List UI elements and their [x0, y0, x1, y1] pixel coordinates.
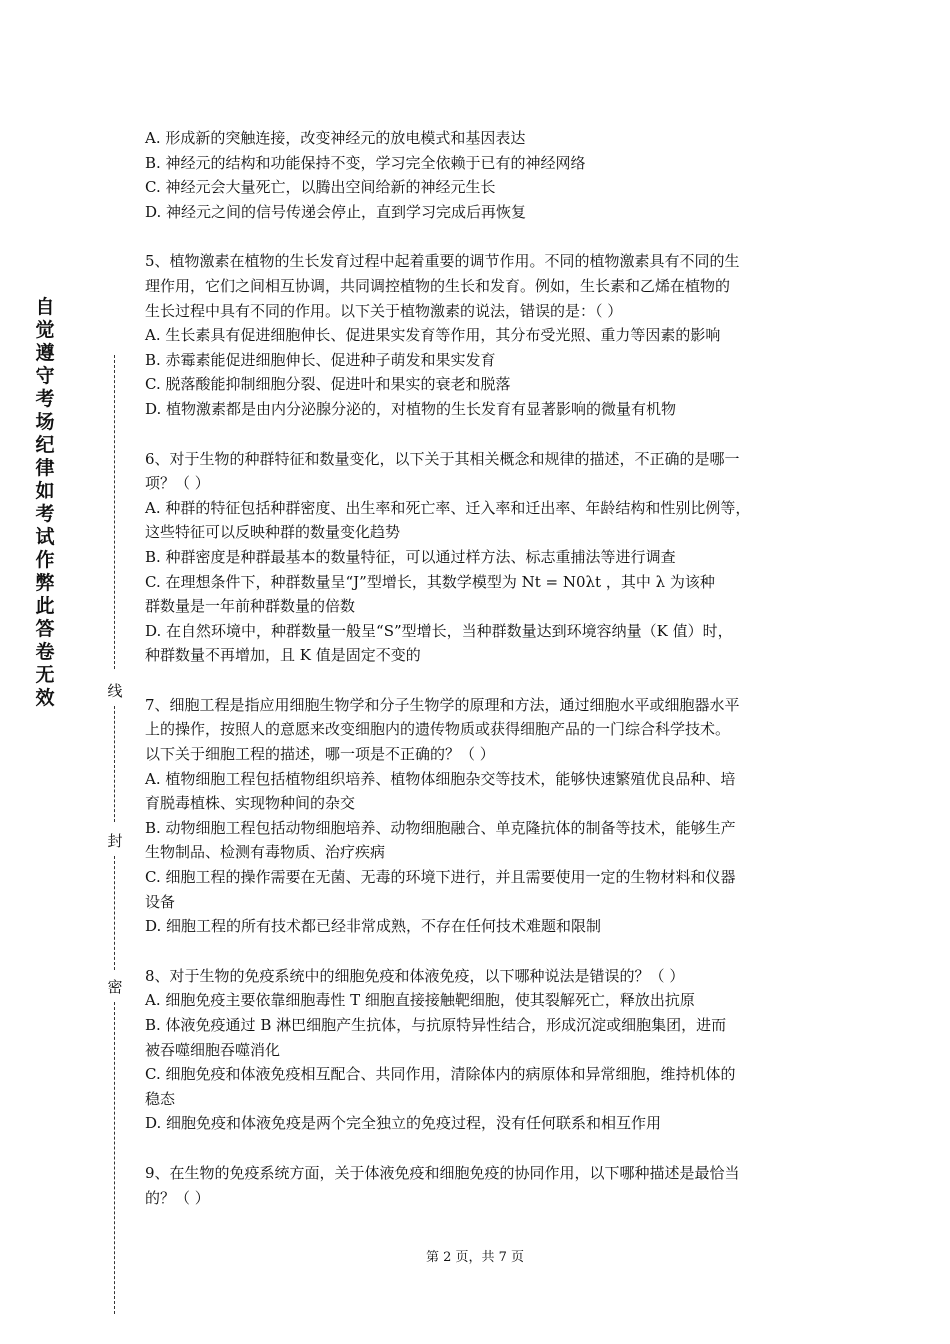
binding-line-segment	[114, 706, 115, 822]
text-line: B. 体液免疫通过 B 淋巴细胞产生抗体，与抗原特异性结合，形成沉淀或细胞集团，进而	[145, 1016, 727, 1034]
binding-label-secret: 密	[107, 978, 123, 996]
text-line: 稳态	[145, 1089, 176, 1108]
text-line: B. 种群密度是种群最基本的数量特征，可以通过样方法、标志重捕法等进行调查	[145, 547, 676, 566]
text-line: 以下关于细胞工程的描述，哪一项是不正确的？（ ）	[145, 745, 495, 764]
question-block	[145, 693, 810, 939]
text-line: D. 神经元之间的信号传递会停止，直到学习完成后再恢复	[145, 202, 527, 221]
text-line: 生物制品、检测有毒物质、治疗疾病	[145, 843, 386, 862]
text-line: D. 细胞工程的所有技术都已经非常成熟，不存在任何技术难题和限制	[145, 917, 602, 936]
text-line: 设备	[145, 892, 176, 911]
block-spacer	[145, 939, 810, 964]
block-spacer	[145, 422, 810, 447]
question-block	[145, 964, 810, 1136]
binding-line-segment	[114, 856, 115, 970]
text-line: 9、在生物的免疫系统方面，关于体液免疫和细胞免疫的协同作用，以下哪种描述是最恰当	[145, 1163, 740, 1182]
page-number-footer: 第 2 页，共 7 页	[425, 1250, 525, 1265]
text-line: 理作用，它们之间相互协调，共同调控植物的生长和发育。例如，生长素和乙烯在植物的	[145, 276, 731, 295]
text-line: 育脱毒植株、实现物种间的杂交	[145, 794, 356, 813]
text-line: C. 细胞工程的操作需要在无菌、无毒的环境下进行，并且需要使用一定的生物材料和仪器	[145, 868, 736, 887]
text-line: 种群数量不再增加，且 K 值是固定不变的	[145, 646, 421, 665]
text-line: D. 在自然环境中，种群数量一般呈“S”型增长，当种群数量达到环境容纳量（K 值）时，	[145, 621, 733, 640]
question-block	[145, 249, 810, 421]
text-line: 被吞噬细胞吞噬消化	[145, 1040, 281, 1059]
text-line: 8、对于生物的免疫系统中的细胞免疫和体液免疫，以下哪种说法是错误的？（ ）	[145, 966, 685, 985]
text-line: 6、对于生物的种群特征和数量变化，以下关于其相关概念和规律的描述，不正确的是哪一	[145, 449, 740, 468]
text-line: C. 脱落酸能抑制细胞分裂、促进叶和果实的衰老和脱落	[145, 375, 511, 394]
text-line: B. 动物细胞工程包括动物细胞培养、动物细胞融合、单克隆抗体的制备等技术，能够生产	[145, 818, 736, 837]
text-line: 生长过程中具有不同的作用。以下关于植物激素的说法，错误的是：（ ）	[145, 301, 623, 320]
question-content	[145, 126, 810, 1210]
question-block	[145, 1161, 810, 1210]
text-line: 的？（ ）	[145, 1188, 210, 1207]
text-line: D. 细胞免疫和体液免疫是两个完全独立的免疫过程，没有任何联系和相互作用	[145, 1114, 662, 1133]
text-line: 上的操作，按照人的意愿来改变细胞内的遗传物质或获得细胞产品的一门综合科学技术。	[145, 720, 731, 739]
text-line: 5、植物激素在植物的生长发育过程中起着重要的调节作用。不同的植物激素具有不同的生	[145, 252, 740, 271]
text-line: 群数量是一年前种群数量的倍数	[145, 597, 356, 616]
text-line: A. 种群的特征包括种群密度、出生率和死亡率、迁入率和迁出率、年龄结构和性别比例等，	[145, 498, 751, 517]
block-spacer	[145, 224, 810, 249]
text-line: A. 细胞免疫主要依靠细胞毒性 T 细胞直接接触靶细胞，使其裂解死亡，释放出抗原	[145, 991, 695, 1010]
text-line: A. 形成新的突触连接，改变神经元的放电模式和基因表达	[145, 129, 526, 147]
text-line: A. 植物细胞工程包括植物组织培养、植物体细胞杂交等技术，能够快速繁殖优良品种、培	[145, 769, 736, 788]
exam-discipline-notice: 自觉遵守考场纪律如考试作弊此答卷无效	[35, 296, 55, 709]
text-line: B. 赤霉素能促进细胞伸长、促进种子萌发和果实发育	[145, 350, 496, 369]
text-line: A. 生长素具有促进细胞伸长、促进果实发育等作用，其分布受光照、重力等因素的影响	[145, 326, 721, 345]
question-block	[145, 447, 810, 668]
text-line: B. 神经元的结构和功能保持不变，学习完全依赖于已有的神经网络	[145, 153, 586, 172]
binding-line-segment	[114, 1002, 115, 1314]
question-block	[145, 126, 810, 224]
text-line: 7、细胞工程是指应用细胞生物学和分子生物学的原理和方法，通过细胞水平或细胞器水平	[145, 695, 740, 714]
text-line: C. 细胞免疫和体液免疫相互配合、共同作用，清除体内的病原体和异常细胞，维持机体的	[145, 1065, 736, 1084]
block-spacer	[145, 1136, 810, 1161]
text-line: D. 植物激素都是由内分泌腺分泌的，对植物的生长发育有显著影响的微量有机物	[145, 399, 677, 418]
binding-label-line: 线	[107, 682, 123, 700]
text-line: 这些特征可以反映种群的数量变化趋势	[145, 523, 401, 542]
text-line: C. 神经元会大量死亡，以腾出空间给新的神经元生长	[145, 178, 496, 197]
binding-label-seal: 封	[107, 832, 123, 850]
text-line: 项？（ ）	[145, 474, 210, 493]
binding-line-segment	[114, 355, 115, 669]
text-line: C. 在理想条件下，种群数量呈“J”型增长，其数学模型为 Nt = N0λt ，其中 λ 为该种	[145, 572, 715, 591]
block-spacer	[145, 668, 810, 693]
